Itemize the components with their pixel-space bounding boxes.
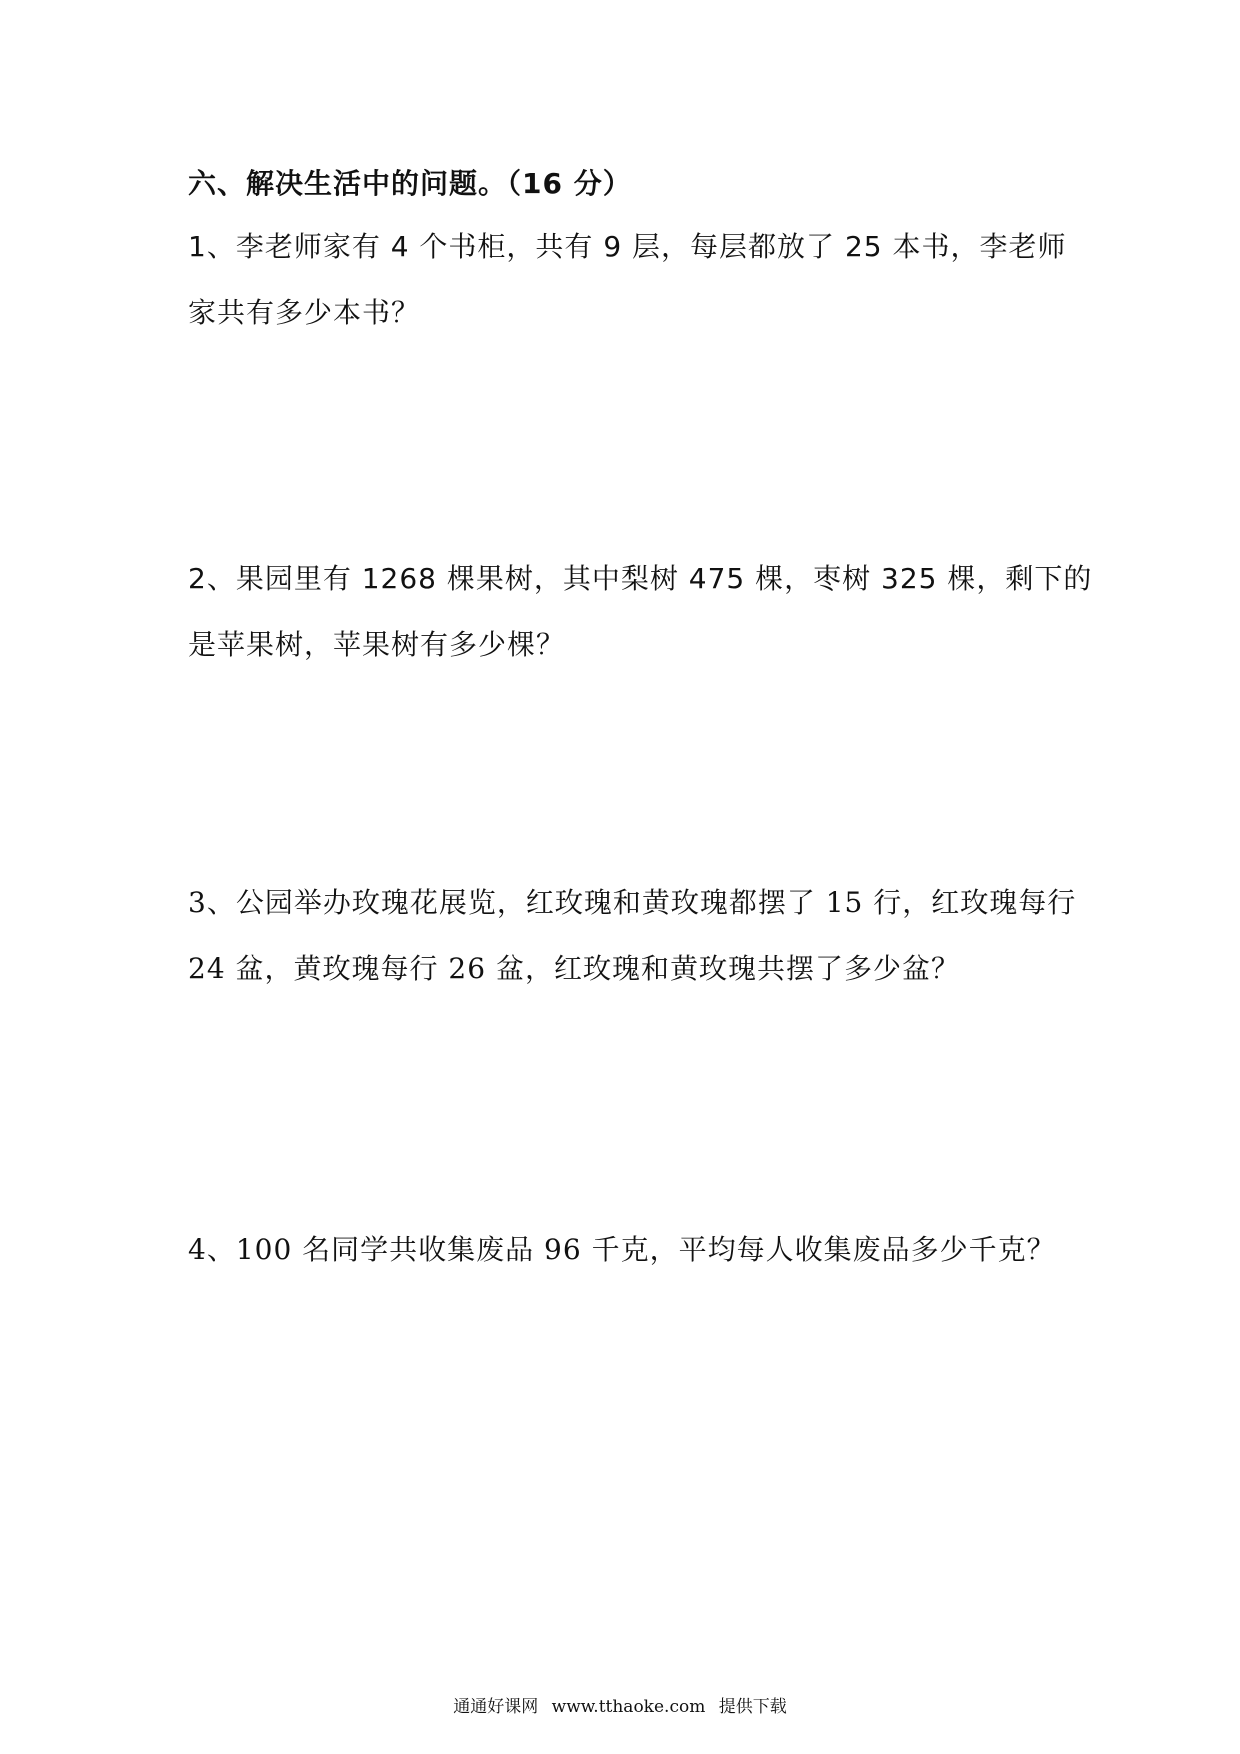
footer-suffix: 提供下载 bbox=[718, 1697, 787, 1717]
footer-site-name: 通通好课网 bbox=[453, 1697, 539, 1717]
page-footer bbox=[0, 1692, 1240, 1717]
question-4-line-1: 4、100 名同学共收集废品 96 千克，平均每人收集废品多少千克？ bbox=[188, 1233, 1056, 1266]
question-3-line-1: 3、公园举办玫瑰花展览，红玫瑰和黄玫瑰都摆了 15 行，红玫瑰每行 bbox=[188, 886, 1077, 919]
question-3-line-2: 24 盆，黄玫瑰每行 26 盆，红玫瑰和黄玫瑰共摆了多少盆？ bbox=[188, 952, 960, 985]
question-1-line-1: 1、李老师家有 4 个书柜，共有 9 层，每层都放了 25 本书，李老师 bbox=[188, 230, 1067, 263]
question-1 bbox=[188, 214, 1068, 346]
question-2 bbox=[188, 546, 1093, 678]
question-4 bbox=[188, 1217, 1068, 1283]
question-2-line-2: 是苹果树，苹果树有多少棵？ bbox=[188, 628, 566, 661]
question-1-line-2: 家共有多少本书？ bbox=[188, 296, 421, 329]
question-3 bbox=[188, 870, 1077, 1002]
section-title: 六、解决生活中的问题。（16 分） bbox=[188, 167, 632, 200]
question-2-line-1: 2、果园里有 1268 棵果树，其中梨树 475 棵，枣树 325 棵，剩下的 bbox=[188, 562, 1093, 595]
footer-url-link[interactable]: www.tthaoke.com bbox=[551, 1697, 706, 1717]
